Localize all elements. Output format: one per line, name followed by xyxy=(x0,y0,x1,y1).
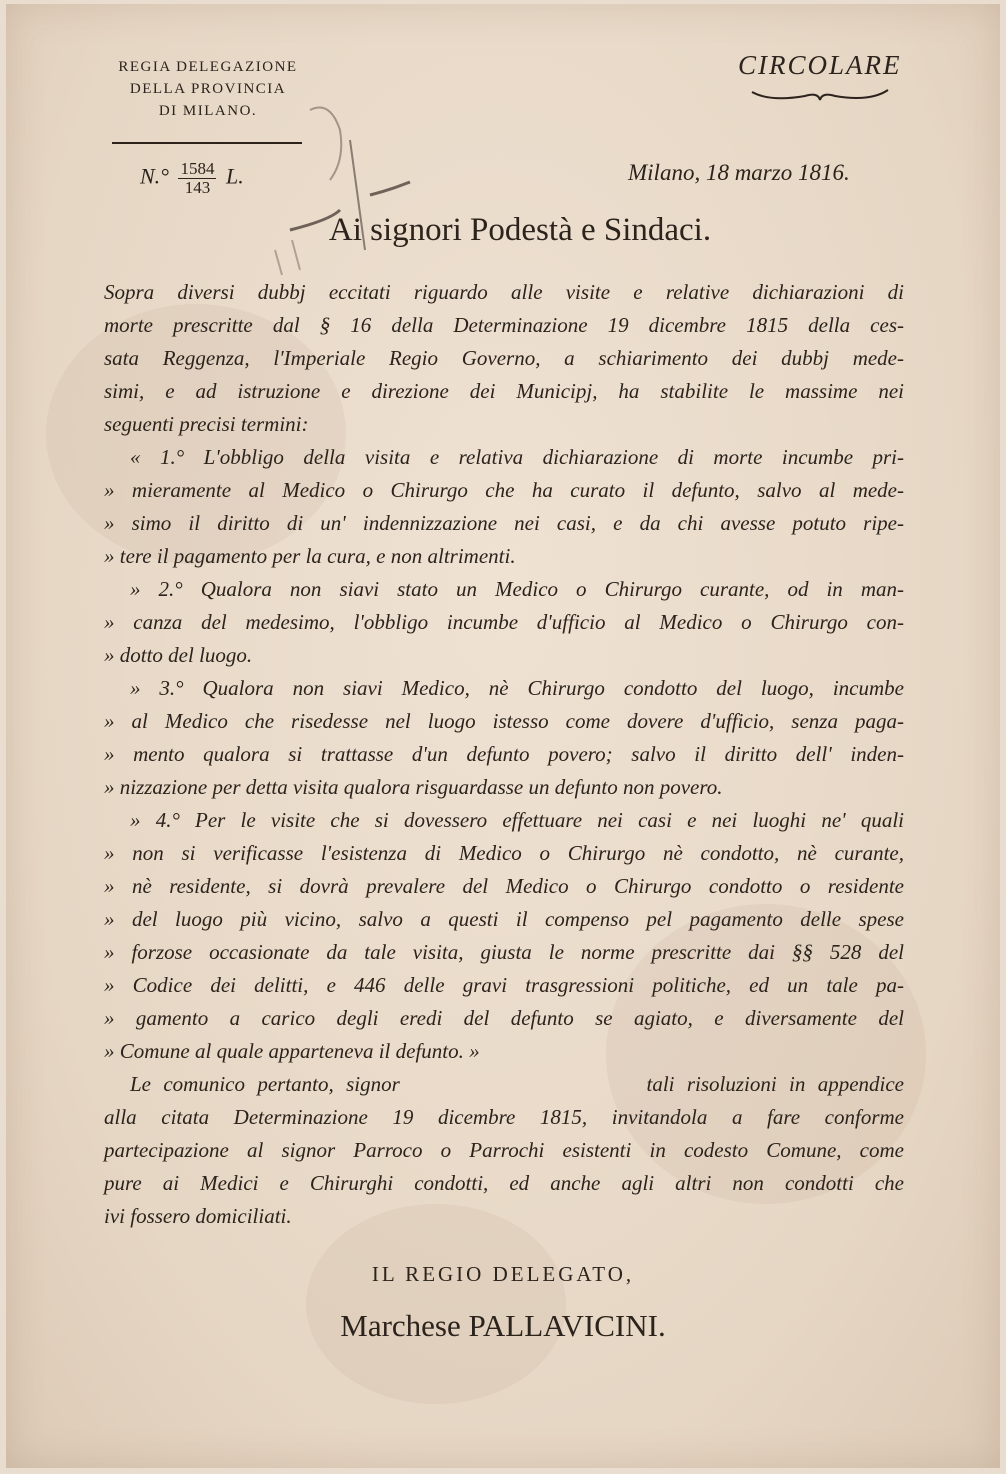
protocol-suffix: L. xyxy=(225,163,244,189)
text-line: » mento qualora si trattasse d'un defunto povero; salvo il diritto dell' inden- xyxy=(104,742,904,766)
text-line: » nè residente, si dovrà prevalere del Medico o Chirurgo condotto o residente xyxy=(104,874,904,898)
text-line: » Codice dei delitti, e 446 delle gravi trasgressioni politiche, ed un tale pa- xyxy=(104,973,904,997)
text-line: » 4.° Per le visite che si dovessero effettuare nei casi e nei luoghi ne' quali xyxy=(130,808,904,832)
paragraph-closing xyxy=(104,1068,904,1233)
article-3 xyxy=(104,672,904,804)
document-type: CIRCOLARE xyxy=(738,50,902,80)
paper-stain xyxy=(306,1204,566,1404)
protocol-number xyxy=(140,160,244,197)
text-line: morte prescritte dal § 16 della Determinazione 19 dicembre 1815 della ces- xyxy=(104,313,904,337)
handwritten-mark xyxy=(270,100,430,280)
protocol-prefix: N.° xyxy=(140,163,169,189)
text-line: » del luogo più vicino, salvo a questi il compenso pel pagamento delle spese xyxy=(104,907,904,931)
text-line: seguenti precisi termini: xyxy=(104,412,309,436)
text-line: » nizzazione per detta visita qualora risguardasse un defunto non povero. xyxy=(104,775,723,799)
protocol-fraction xyxy=(178,160,216,197)
text-line: » gamento a carico degli eredi del defunto se agiato, e diversamente del xyxy=(104,1006,904,1030)
addressee-heading: Ai signori Podestà e Sindaci. xyxy=(328,212,712,248)
text-line: » al Medico che risedesse nel luogo istesso come dovere d'ufficio, senza paga- xyxy=(104,709,904,733)
text-line: sata Reggenza, l'Imperiale Regio Governo, a schiarimento dei dubbj mede- xyxy=(104,346,904,370)
signatory-title: IL REGIO DELEGATO, xyxy=(371,1262,635,1286)
paragraph-intro xyxy=(104,276,904,441)
text-line: » dotto del luogo. xyxy=(104,643,253,667)
circular-body xyxy=(104,276,904,1233)
text-line: » canza del medesimo, l'obbligo incumbe d'ufficio al Medico o Chirurgo con- xyxy=(104,610,904,634)
text-line: pure ai Medici e Chirurghi condotti, ed anche agli altri non condotti che xyxy=(104,1171,904,1195)
text-line: « 1.° L'obbligo della visita e relativa dichiarazione di morte incumbe pri- xyxy=(130,445,904,469)
text-line: Le comunico pertanto, signor tali risoluzioni in appendice xyxy=(130,1072,904,1096)
protocol-numerator: 1584 xyxy=(180,159,215,178)
text-line: partecipazione al signor Parroco o Parrochi esistenti in codesto Comune, come xyxy=(104,1138,904,1162)
text-line: » 3.° Qualora non siavi Medico, nè Chirurgo condotto del luogo, incumbe xyxy=(130,676,904,700)
authority-line-2: DELLA PROVINCIA xyxy=(129,81,287,97)
text-line: » mieramente al Medico o Chirurgo che ha curato il defunto, salvo al mede- xyxy=(104,478,904,502)
text-line: alla citata Determinazione 19 dicembre 1815, invitandola a fare conforme xyxy=(104,1105,904,1129)
signatory-name: Marchese PALLAVICINI. xyxy=(340,1308,666,1343)
text-line: Sopra diversi dubbj eccitati riguardo alle visite e relative dichiarazioni di xyxy=(104,280,904,304)
article-2 xyxy=(104,573,904,672)
document-date: Milano, 18 marzo 1816. xyxy=(628,160,850,185)
text-line: » non si verificasse l'esistenza di Medico o Chirurgo nè condotto, nè curante, xyxy=(104,841,904,865)
article-4 xyxy=(104,804,904,1068)
text-line: ivi fossero domiciliati. xyxy=(104,1204,292,1228)
text-line: » tere il pagamento per la cura, e non altrimenti. xyxy=(104,544,516,568)
text-line: » 2.° Qualora non siavi stato un Medico o Chirurgo curante, od in man- xyxy=(130,577,904,601)
text-line: » simo il diritto di un' indennizzazione nei casi, e da chi avesse potuto ripe- xyxy=(104,511,904,535)
swash-ornament xyxy=(750,84,890,104)
text-line: » Comune al quale apparteneva il defunto. » xyxy=(104,1039,480,1063)
authority-line-3: DI MILANO. xyxy=(158,103,258,119)
article-1 xyxy=(104,441,904,573)
protocol-denominator: 143 xyxy=(184,178,211,197)
text-line: simi, e ad istruzione e direzione dei Municipj, ha stabilite le massime nei xyxy=(104,379,904,403)
authority-line-1: REGIA DELEGAZIONE xyxy=(118,59,298,75)
text-line: » forzose occasionate da tale visita, giusta le norme prescritte dai §§ 528 del xyxy=(104,940,904,964)
